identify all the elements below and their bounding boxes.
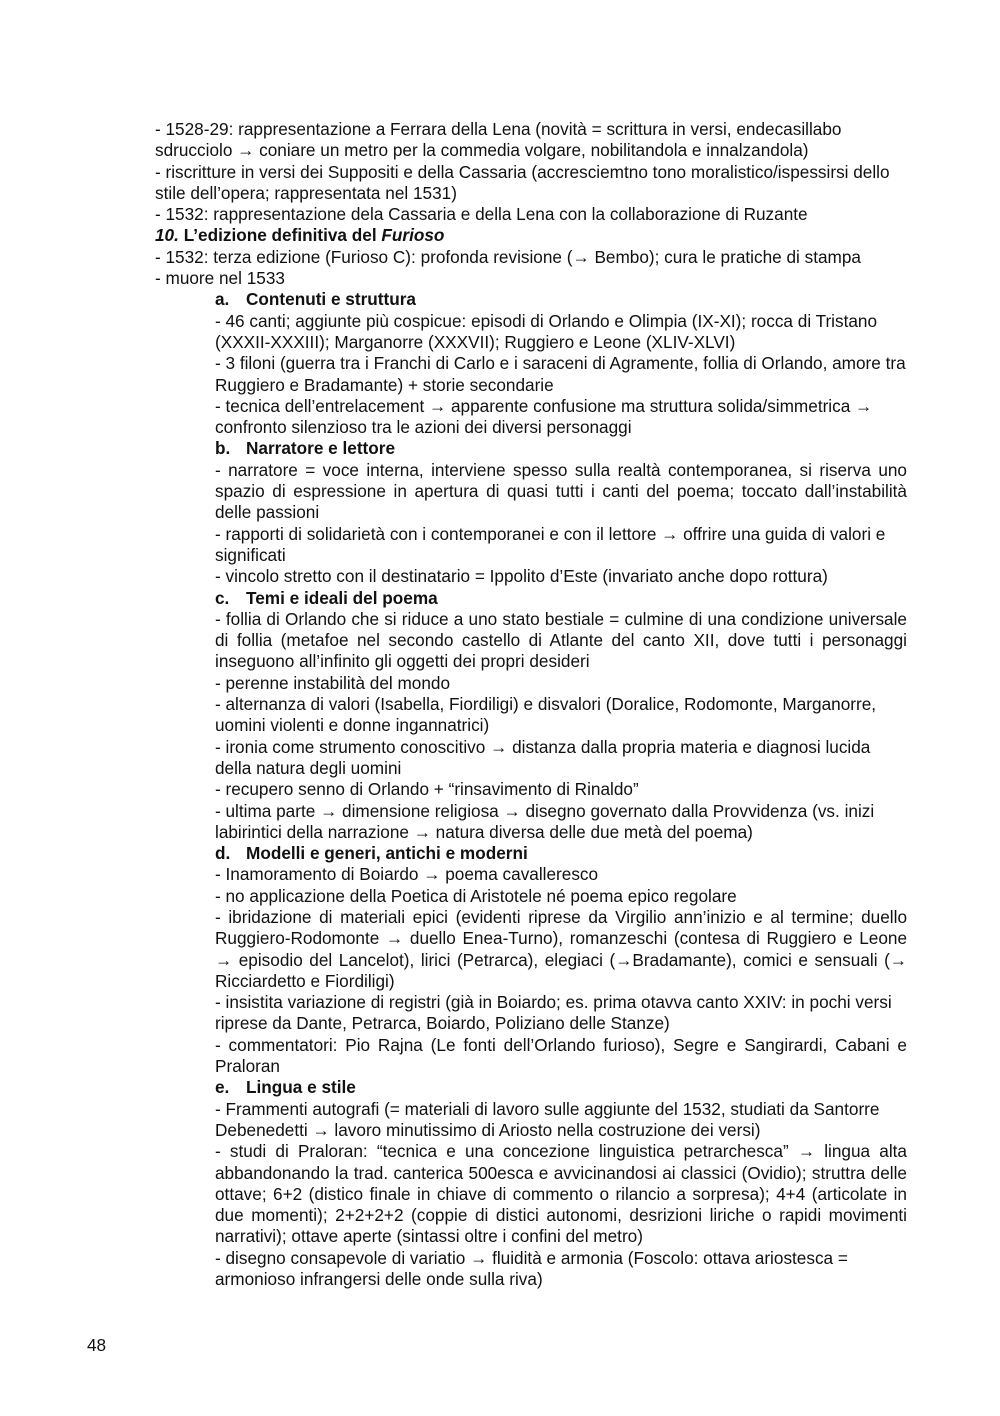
subsection-heading-e	[215, 1077, 907, 1098]
subsection-letter: a.	[215, 289, 230, 310]
subsection-heading-c	[215, 588, 907, 609]
subsection-item: - Inamoramento di Boiardo → poema cavalleresco	[215, 864, 599, 885]
subsection-item: - vincolo stretto con il destinatario = Ippolito d’Este (invariato anche dopo rottura)	[215, 566, 828, 587]
subsection-item: - disegno consapevole di variatio → fluidità e armonia (Foscolo: ottava ariostesca = armonioso infrangersi delle onde sulla riva)	[215, 1247, 848, 1290]
subsection-heading-b	[215, 438, 907, 459]
intro-item: - riscritture in versi dei Suppositi e della Cassaria (accresciemtno tono moralistico/ispessirsi dello stile dell’opera; rappresentata nel 1531)	[155, 161, 890, 203]
subsections	[215, 289, 907, 1290]
section-number: 10.	[155, 225, 179, 246]
subsection-item: - insistita variazione di registri (già in Boiardo; es. prima otavva canto XXIV: in pochi versi riprese da Dante, Petrarca, Boiardo, Poliziano delle Stanze)	[215, 992, 892, 1034]
subsection-letter: c.	[215, 587, 230, 608]
subsection-item: - perenne instabilità del mondo	[215, 672, 451, 693]
subsection-item: - studi di Praloran: “tecnica e una concezione linguistica petrarchesca” → lingua alta abbandonando la trad. canterica 500esca e avvicinandosi ai classici (Ovidio); struttra delle ottave; 6+2 (distico finale in chiave di commento o rilancio a sorpresa); 4+4 (articolate in due momenti); 2+2+2+2 (coppie di distici autonomi, desrizioni liriche o rapidi movimenti narrativi); ottave aperte (sintassi oltre i confini del metro)	[215, 1141, 907, 1247]
subsection-heading-d	[215, 843, 907, 864]
section-item: - muore nel 1533	[155, 268, 285, 289]
section-title-italic: Furioso	[381, 225, 445, 246]
subsection-item: - ironia come strumento conoscitivo → distanza dalla propria materia e diagnosi lucida della natura degli uomini	[215, 736, 871, 778]
subsection-item: - commentatori: Pio Rajna (Le fonti dell’Orlando furioso), Segre e Sangirardi, Cabani e Praloran	[215, 1034, 907, 1077]
subsection-item: - ultima parte → dimensione religiosa → disegno governato dalla Provvidenza (vs. inizi labirintici della narrazione → natura diversa delle due metà del poema)	[215, 800, 875, 842]
subsection-item: - alternanza di valori (Isabella, Fiordiligi) e disvalori (Doralice, Rodomonte, Marganorre, uomini violenti e donne ingannatrici)	[215, 694, 877, 736]
document-body	[155, 119, 907, 1290]
subsection-title: Lingua e stile	[246, 1077, 356, 1098]
subsection-item: - Frammenti autografi (= materiali di lavoro sulle aggiunte del 1532, studiati da Santorre Debenedetti → lavoro minutissimo di Ariosto nella costruzione dei versi)	[215, 1098, 880, 1140]
intro-item: - 1528-29: rappresentazione a Ferrara della Lena (novità = scrittura in versi, endecasillabo sdrucciolo → coniare un metro per la commedia volgare, nobilitandola e innalzandola)	[155, 119, 842, 161]
intro-item: - 1532: rappresentazione dela Cassaria e della Lena con la collaborazione di Ruzante	[155, 204, 808, 225]
section-title-prefix: L’edizione definitiva del	[183, 225, 377, 246]
subsection-title: Narratore e lettore	[246, 438, 396, 459]
subsection-heading-a	[215, 289, 907, 310]
section-heading	[155, 225, 907, 246]
subsection-item: - no applicazione della Poetica di Aristotele né poema epico regolare	[215, 885, 737, 906]
subsection-item: - 46 canti; aggiunte più cospicue: episodi di Orlando e Olimpia (IX-XI); rocca di Tristano (XXXII-XXXIII); Marganorre (XXXVII); Ruggiero e Leone (XLIV-XLVI)	[215, 310, 878, 352]
subsection-item: - tecnica dell’entrelacement → apparente confusione ma struttura solida/simmetrica → confronto silenzioso tra le azioni dei diversi personaggi	[215, 395, 873, 438]
subsection-item: - 3 filoni (guerra tra i Franchi di Carlo e i saraceni di Agramente, follia di Orlando, amore tra Ruggiero e Bradamante) + storie secondarie	[215, 353, 906, 395]
subsection-title: Modelli e generi, antichi e moderni	[246, 843, 528, 864]
subsection-title: Temi e ideali del poema	[246, 587, 438, 608]
header-mark: ······	[485, 0, 491, 4]
subsection-item: - ibridazione di materiali epici (evidenti riprese da Virgilio ann’inizio e al termine; duello Ruggiero-Rodomonte → duello Enea-Turno), romanzeschi (contesa di Ruggiero e Leone → episodio del Lancelot), lirici (Petrarca), elegiaci (→Bradamante), comici e sensuali (→ Ricciardetto e Fiordiligi)	[215, 906, 907, 991]
subsection-letter: e.	[215, 1077, 230, 1098]
subsection-item: - recupero senno di Orlando + “rinsavimento di Rinaldo”	[215, 779, 639, 800]
page-number: 48	[87, 1335, 107, 1355]
subsection-item: - follia di Orlando che si riduce a uno stato bestiale = culmine di una condizione universale di follia (metafoe nel secondo castello di Atlante del canto XII, dove tutti i personaggi inseguono all’infinito gli oggetti dei propri desideri	[215, 608, 907, 672]
subsection-item: - rapporti di solidarietà con i contemporanei e con il lettore → offrire una guida di valori e significati	[215, 523, 886, 565]
subsection-title: Contenuti e struttura	[246, 289, 416, 310]
subsection-letter: b.	[215, 438, 231, 459]
section-item: - 1532: terza edizione (Furioso C): profonda revisione (→ Bembo); cura le pratiche di stampa	[155, 246, 861, 267]
subsection-item: - narratore = voce interna, interviene spesso sulla realtà contemporanea, si riserva uno spazio di espressione in apertura di quasi tutti i canti del poema; toccato dall’instabilità delle passioni	[215, 459, 907, 523]
subsection-letter: d.	[215, 843, 231, 864]
